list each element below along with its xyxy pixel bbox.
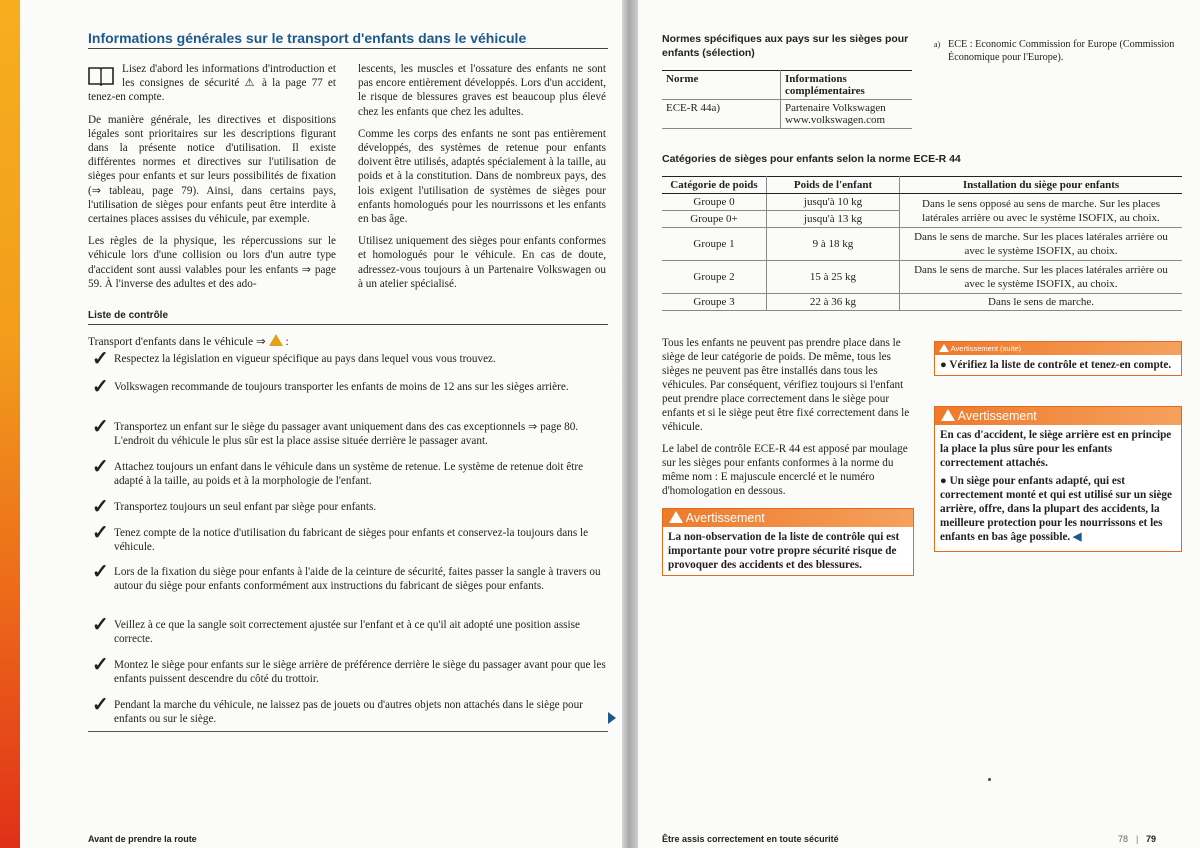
checklist-intro: Transport d'enfants dans le véhicule ⇒ :: [88, 336, 289, 348]
checklist-item-text: Transportez un enfant sur le siège du passager avant uniquement dans des cas exceptionnels ⇒ page 80. L'endroit du véhicule le plus sûr est la place assise située derrière le passager avant.: [114, 421, 579, 447]
footnote-marker: a): [934, 40, 941, 49]
checklist-item: [92, 561, 608, 593]
checklist-item-text: Attachez toujours un enfant dans le véhicule dans un système de retenue. Le système de retenue doit être adapté à la taille, au poids et à la morphologie de l'enfant.: [114, 461, 584, 487]
paragraph: Tous les enfants ne peuvent pas prendre place dans le siège de leur catégorie de poids. De même, tous les sièges ne peuvent pas être installés dans tous les véhicules. Par conséquent, vérifiez toujours si l'enfant peut prendre place correctement dans le siège pour enfants et si le siège peut être fixé correctement dans le véhicule.: [662, 337, 910, 433]
checklist-item-text: Transportez toujours un seul enfant par siège pour enfants.: [114, 501, 377, 513]
end-marker-icon: ◀: [1073, 531, 1082, 543]
paragraph: De manière générale, les directives et dispositions légales sont prioritaires sur les descriptions figurant dans la présente notice d'utilisation. Il existe différentes normes et directives sur l'utilisation de sièges pour enfants et sur leurs possibilités de fixation (⇒ tableau, page 79). Ainsi, dans certains pays, l'utilisation de sièges pour enfants peut être interdite à certaines places assises du véhicule, par exemple.: [88, 113, 336, 226]
checkmark-icon: ✓: [92, 614, 109, 636]
checklist-item-text: Montez le siège pour enfants sur le siège arrière de préférence derrière le siège du passager avant pour que les enfants puissent descendre du côté du trottoir.: [114, 659, 606, 685]
table-row: [662, 294, 1182, 311]
checklist-item: [92, 694, 608, 726]
warning-bullet-text: Un siège pour enfants adapté, qui est correctement monté et qui est utilisé sur un siège arrière, offre, dans la plupart des accidents, la meilleure protection pour les nourrissons et les enfants en bas âge possible.: [940, 475, 1172, 543]
checkmark-icon: ✓: [92, 694, 109, 716]
checklist-item-text: Volkswagen recommande de toujours transporter les enfants de moins de 12 ans sur les sièges arrière.: [114, 381, 569, 393]
checkmark-icon: ✓: [92, 456, 109, 478]
checklist-title: Liste de contrôle: [88, 310, 608, 325]
checkmark-icon: ✓: [92, 654, 109, 676]
warning-bullet-text: Vérifiez la liste de contrôle et tenez-en compte.: [949, 359, 1172, 371]
warning-triangle-icon: [269, 334, 283, 346]
checklist-item: [92, 496, 377, 518]
section-color-bar: [0, 0, 20, 848]
warning-triangle-icon: [941, 409, 955, 421]
paragraph: Comme les corps des enfants ne sont pas entièrement développés, des systèmes de retenue pour enfants doivent être utilisés, adaptés spécialement à la taille, au poids et à la constitution. Dans de nombreux pays, des lois exigent l'utilisation de systèmes de sièges pour enfants homologués pour les nourrissons et les enfants en bas âge.: [358, 127, 606, 226]
warning-triangle-icon: [939, 344, 949, 352]
paragraph: Le label de contrôle ECE-R 44 est apposé par moulage sur les sièges pour enfants conformes à la norme du même nom : E majuscule encerclé et le numéro d'homologation en dessous.: [662, 443, 908, 497]
page-separator: |: [1136, 834, 1139, 844]
warning-bullet: ● Vérifiez la liste de contrôle et tenez-en compte.: [940, 359, 1172, 371]
book-gutter: [622, 0, 638, 848]
table-cell: Dans le sens opposé au sens de marche. Sur les places latérales arrière ou avec le système ISOFIX, au choix.: [900, 194, 1183, 228]
checklist-item-text: Veillez à ce que la sangle soit correctement ajustée sur l'enfant et à ce qu'il ait adopté une position assise correcte.: [114, 619, 580, 645]
categories-title: Catégories de sièges pour enfants selon la norme ECE-R 44: [662, 153, 961, 165]
checkmark-icon: ✓: [92, 496, 109, 518]
divider: [88, 731, 608, 732]
checkmark-icon: ✓: [92, 561, 109, 583]
table-cell: 15 à 25 kg: [767, 261, 900, 294]
text-column-2: [358, 62, 606, 299]
checklist-intro-text: Transport d'enfants dans le véhicule ⇒: [88, 336, 266, 348]
paragraph: lescents, les muscles et l'ossature des enfants ne sont pas encore entièrement développés. Lors d'un accident, le risque de blessures graves est beaucoup plus élevé chez les enfants que chez les adultes.: [358, 63, 606, 118]
warning-header: [935, 407, 1181, 425]
footnote: [934, 38, 1184, 64]
page-number-left: 78: [1118, 834, 1129, 844]
paragraph: Les règles de la physique, les répercussions sur le véhicule lors d'une collision ou lors d'un autre type d'accident sont aussi valables pour les enfants ⇒ page 59. À l'inverse des adultes et des ado-: [88, 235, 336, 290]
checkmark-icon: ✓: [92, 522, 109, 544]
warning-header: [663, 509, 913, 527]
table-cell: Groupe 0+: [662, 211, 767, 228]
warning-header: [935, 342, 1181, 355]
checkmark-icon: ✓: [92, 376, 109, 398]
table-row: [662, 100, 912, 129]
table-cell: Dans le sens de marche.: [900, 294, 1183, 311]
footer-section-name: Être assis correctement en toute sécurité: [662, 834, 839, 844]
table-cell: ECE-R 44a): [662, 100, 781, 129]
continued-arrow-icon: [608, 712, 616, 724]
checklist-item: [92, 522, 608, 554]
warning-title: Avertissement: [685, 511, 765, 525]
paragraph: Lisez d'abord les informations d'introduction et les consignes de sécurité ⚠ à la page 77 et tenez-en compte.: [88, 63, 336, 104]
norms-title: Normes spécifiques aux pays sur les sièges pour enfants (sélection): [662, 33, 909, 59]
book-icon: [88, 64, 114, 86]
table-row: [662, 228, 1182, 261]
table-header: Installation du siège pour enfants: [900, 177, 1183, 194]
checklist-item-text: Respectez la législation en vigueur spécifique au pays dans lequel vous vous trouvez.: [114, 353, 496, 365]
right-page: [638, 0, 1200, 848]
table-cell: Partenaire Volkswagen www.volkswagen.com: [781, 100, 913, 129]
warning-bullet: ● Un siège pour enfants adapté, qui est correctement monté et qui est utilisé sur un siège arrière, offre, dans la plupart des accidents, la meilleure protection pour les nourrissons et les enfants en bas âge possible. ◀: [940, 475, 1172, 543]
text-column-1: [88, 62, 336, 299]
body-text: [662, 336, 912, 506]
checklist-item: [92, 348, 496, 370]
warning-text: La non-observation de la liste de contrôle qui est importante pour votre propre sécurité risque de provoquer des accidents et des blessures.: [668, 531, 900, 571]
table-header: Informations complémentaires: [781, 71, 913, 100]
footnote-text: ECE : Economic Commission for Europe (Commission Économique pour l'Europe).: [948, 39, 1175, 63]
table-cell: jusqu'à 10 kg: [767, 194, 900, 211]
warning-body: [935, 425, 1181, 551]
checklist-item-text: Pendant la marche du véhicule, ne laissez pas de jouets ou d'autres objets non attachés dans le siège pour enfants ou sur le siège.: [114, 699, 583, 725]
checklist-item-text: Tenez compte de la notice d'utilisation du fabricant de sièges pour enfants et conservez-la toujours dans le véhicule.: [114, 527, 589, 553]
checkmark-icon: ✓: [92, 348, 109, 370]
table-cell: Groupe 0: [662, 194, 767, 211]
table-cell: jusqu'à 13 kg: [767, 211, 900, 228]
checklist-item: [92, 456, 608, 488]
table-row: [662, 194, 1182, 211]
warning-box-seat: [934, 406, 1182, 552]
table-header: Norme: [662, 71, 781, 100]
warning-box-continued: [934, 341, 1182, 376]
table-cell: 9 à 18 kg: [767, 228, 900, 261]
table-cell: Groupe 1: [662, 228, 767, 261]
footer-section-name: Avant de prendre la route: [88, 834, 197, 844]
checklist-item: [92, 376, 569, 398]
checkmark-icon: ✓: [92, 416, 109, 438]
table-cell: Groupe 2: [662, 261, 767, 294]
table-cell: 22 à 36 kg: [767, 294, 900, 311]
warning-box-checklist: [662, 508, 914, 576]
warning-title: Avertissement (suite): [950, 344, 1021, 353]
categories-table: [662, 176, 1182, 311]
checklist-item-text: Lors de la fixation du siège pour enfants à l'aide de la ceinture de sécurité, faites passer la sangle à travers ou autour du siège pour enfants conformément aux instructions du fabricant de sièges pour enfants.: [114, 566, 601, 592]
warning-triangle-icon: [669, 511, 683, 523]
table-header: Poids de l'enfant: [767, 177, 900, 194]
section-title: Informations générales sur le transport d'enfants dans le véhicule: [88, 30, 608, 49]
table-header: Catégorie de poids: [662, 177, 767, 194]
warning-text: En cas d'accident, le siège arrière est en principe la place la plus sûre pour les enfants correctement attachés.: [940, 429, 1172, 469]
table-cell: Groupe 3: [662, 294, 767, 311]
warning-title: Avertissement: [957, 409, 1037, 423]
checklist-item: [92, 416, 608, 448]
checklist-item: [92, 654, 608, 686]
page-number-right: 79: [1146, 834, 1157, 844]
paragraph: Utilisez uniquement des sièges pour enfants conformes et homologués pour le véhicule. En cas de doute, adressez-vous toujours à un Partenaire Volkswagen ou à un atelier spécialisé.: [358, 235, 606, 290]
table-cell: Dans le sens de marche. Sur les places latérales arrière ou avec le système ISOFIX, au choix.: [900, 228, 1183, 261]
dot: [988, 778, 991, 781]
table-row: [662, 261, 1182, 294]
norms-table: [662, 70, 912, 129]
checklist-item: [92, 614, 608, 646]
table-cell: Dans le sens de marche. Sur les places latérales arrière ou avec le système ISOFIX, au choix.: [900, 261, 1183, 294]
